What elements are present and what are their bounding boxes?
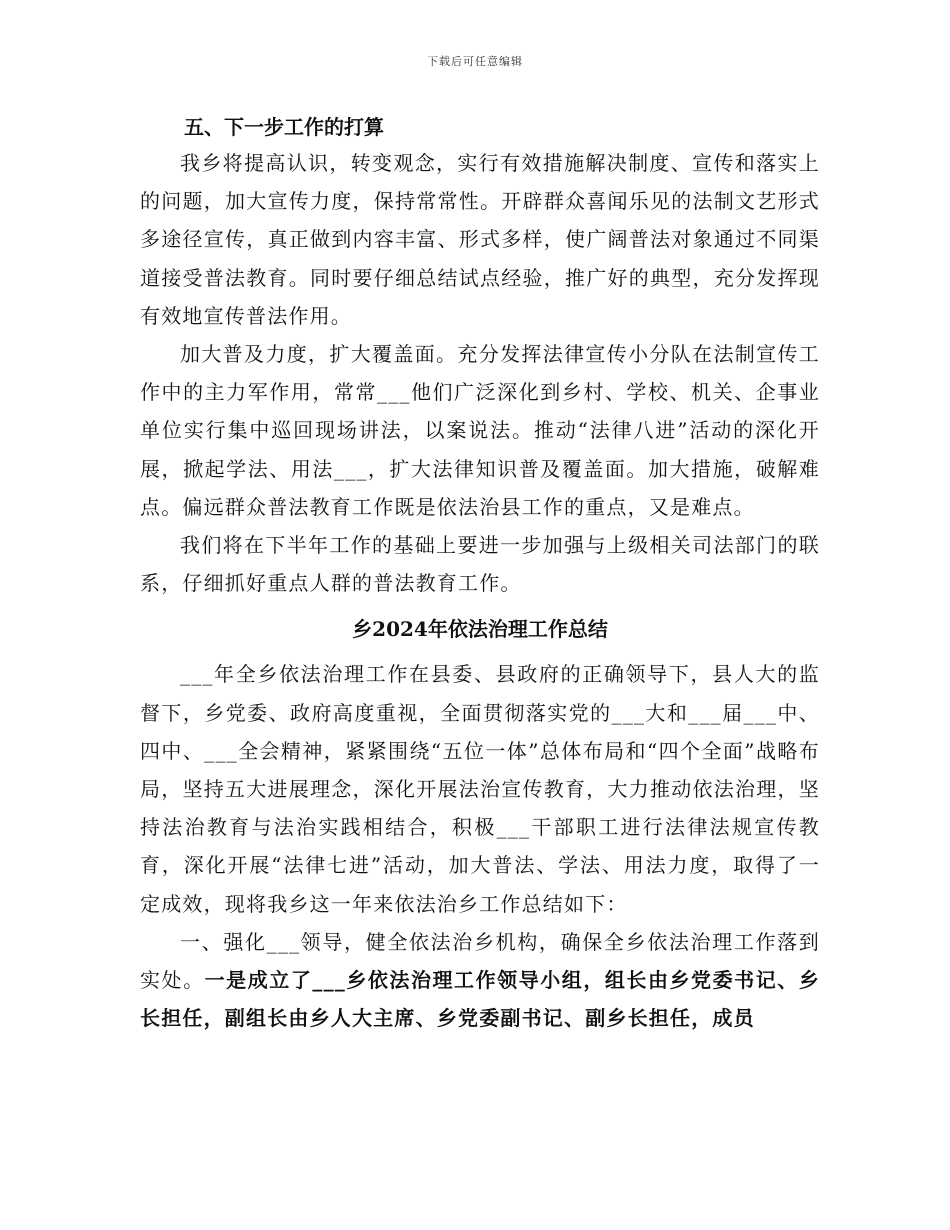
paragraph-coverage: 加大普及力度，扩大覆盖面。充分发挥法律宣传小分队在法制宣传工作中的主力军作用，常常___他们广泛深化到乡村、学校、机关、企事业单位实行集中巡回现场讲法，以案说法。推动“法律八进”活动的深化开展，掀起学法、用法___，扩大法律知识普及覆盖面。加大措施，破解难点。偏远群众普法教育工作既是依法治县工作的重点，又是难点。 bbox=[140, 342, 820, 519]
section-heading: 五、下一步工作的打算 bbox=[184, 115, 384, 139]
paragraph-intro: ___年全乡依法治理工作在县委、县政府的正确领导下，县人大的监督下，乡党委、政府高度重视，全面贯彻落实党的___大和___届___中、四中、___全会精神，紧紧围绕“五位一体”总体布局和“四个全面”战略布局，坚持五大进展理念，深化开展法治宣传教育，大力推动依法治理，坚持法治教育与法治实践相结合，积极___干部职工进行法律法规宣传教育，深化开展“法律七进”活动，加大普法、学法、用法力度，取得了一定成效，现将我乡这一年来依法治乡工作总结如下： bbox=[140, 662, 820, 916]
paragraph-plans: 我乡将提高认识，转变观念，实行有效措施解决制度、宣传和落实上的问题，加大宣传力度，保持常常性。开辟群众喜闻乐见的法制文艺形式多途径宣传，真正做到内容丰富、形式多样，使广阔普法对象通过不同渠道接受普法教育。同时要仔细总结试点经验，推广好的典型，充分发挥现有效地宣传普法作用。 bbox=[140, 151, 820, 328]
leadership-text: 一、强化___领导，健全依法治乡机构，确保全乡依法治理工作落到实处。 bbox=[140, 929, 820, 993]
page-header: 下载后可任意编辑 bbox=[427, 55, 523, 68]
document-body bbox=[140, 110, 820, 1037]
leadership-bold-text: 一是成立了___乡依法治理工作领导小组，组长由乡党委书记、乡长担任，副组长由乡人大主席、乡党委副书记、副乡长担任，成员 bbox=[140, 968, 820, 1031]
paragraph-contact: 我们将在下半年工作的基础上要进一步加强与上级相关司法部门的联系，仔细抓好重点人群的普法教育工作。 bbox=[140, 533, 820, 596]
paragraph-leadership bbox=[140, 923, 820, 1038]
document-title: 乡2024年依法治理工作总结 bbox=[352, 617, 608, 642]
